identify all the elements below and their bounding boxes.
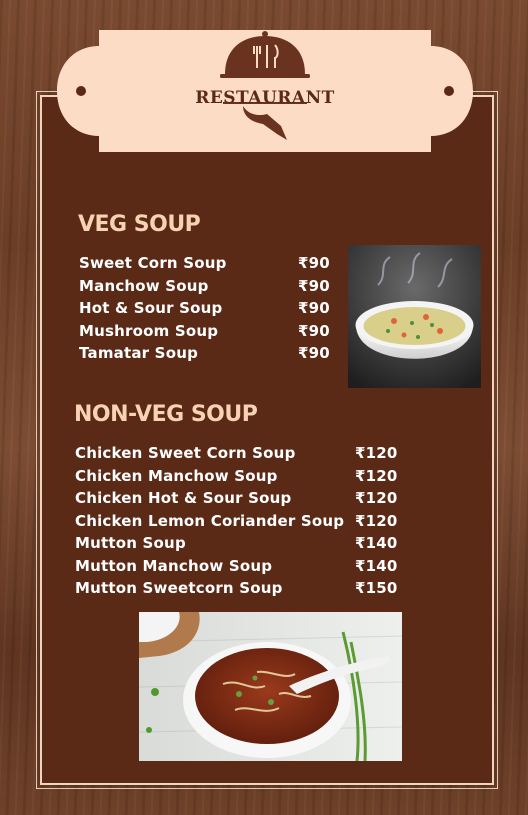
- menu-item: [79, 299, 329, 322]
- menu-item: [75, 511, 398, 535]
- item-name: Hot & Sour Soup: [79, 299, 223, 317]
- nonveg-soup-list: [75, 444, 398, 602]
- header-badge: [57, 30, 473, 152]
- item-name: Manchow Soup: [79, 276, 209, 295]
- item-price: ₹90: [298, 254, 330, 272]
- menu-item: [75, 556, 398, 580]
- menu-item: [75, 466, 398, 490]
- item-name: Chicken Sweet Corn Soup: [75, 444, 296, 462]
- menu-item: [79, 322, 329, 345]
- menu-item: [79, 344, 329, 367]
- cloche-icon: [57, 30, 473, 140]
- item-name: Chicken Lemon Coriander Soup: [75, 511, 345, 530]
- veg-soup-photo: [348, 245, 481, 388]
- item-price: ₹90: [298, 276, 330, 295]
- item-price: ₹120: [355, 444, 398, 462]
- brand-name: RESTAURANT: [195, 88, 335, 108]
- item-name: Chicken Manchow Soup: [75, 466, 278, 485]
- menu-item: [75, 444, 398, 467]
- menu-item: [75, 579, 398, 602]
- item-name: Mutton Soup: [75, 534, 186, 552]
- nonveg-soup-photo: [139, 612, 402, 761]
- item-price: ₹90: [298, 344, 330, 362]
- nonveg-soup-title: NON-VEG SOUP: [74, 402, 258, 427]
- item-name: Tamatar Soup: [79, 344, 199, 362]
- item-price: ₹90: [298, 321, 330, 340]
- menu-item: [79, 277, 329, 300]
- item-price: ₹140: [355, 556, 398, 575]
- item-price: ₹120: [355, 489, 398, 507]
- menu-item: [75, 489, 398, 512]
- veg-soup-title: VEG SOUP: [78, 212, 201, 237]
- item-price: ₹150: [355, 579, 398, 597]
- menu-item: [79, 254, 329, 277]
- item-name: Mutton Manchow Soup: [75, 556, 273, 575]
- menu-item: [75, 534, 398, 557]
- item-name: Mutton Sweetcorn Soup: [75, 579, 283, 597]
- item-name: Mushroom Soup: [79, 321, 219, 340]
- item-price: ₹120: [355, 466, 398, 485]
- item-price: ₹140: [355, 534, 398, 552]
- item-name: Chicken Hot & Sour Soup: [75, 489, 292, 507]
- item-price: ₹90: [298, 299, 330, 317]
- item-name: Sweet Corn Soup: [79, 254, 227, 272]
- item-price: ₹120: [355, 511, 398, 530]
- veg-soup-list: [79, 254, 329, 367]
